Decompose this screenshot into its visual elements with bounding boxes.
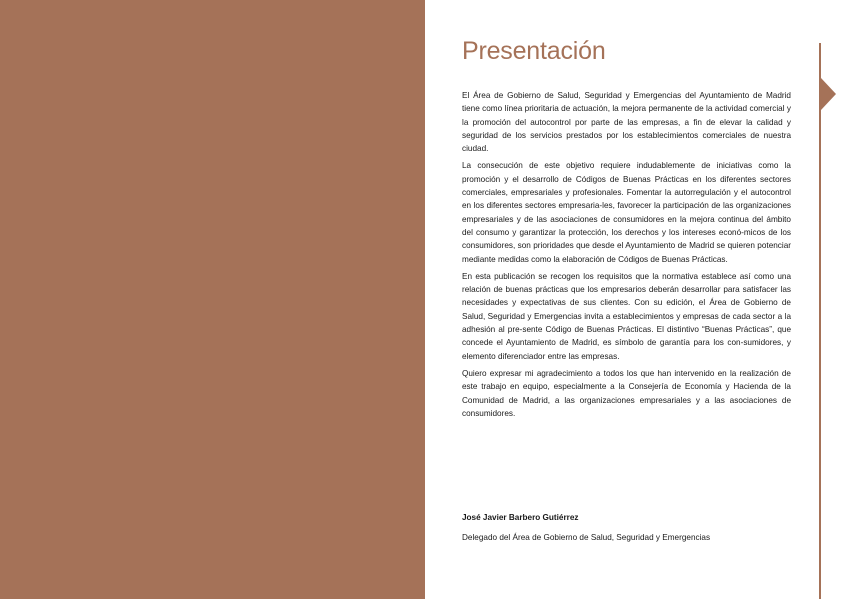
paragraph: Quiero expresar mi agradecimiento a todos los que han intervenido en la realización de este trabajo en equipo, especialmente a la Consejería de Economía y Hacienda de la Comunidad de Madrid, a las organizaciones empresariales y a las asociaciones de consumidores. xyxy=(462,368,791,418)
arrow-tab-icon xyxy=(821,78,836,110)
paragraph: La consecución de este objetivo requiere indudablemente de iniciativas como la promoción y el desarrollo de Códigos de Buenas Prácticas en los diferentes sectores comerciales, empresariales y profesionales. Fomentar la autorregulación y el autocontrol en los diferentes sectores empresaria-les, favorecer la participación de las organizaciones empresariales y de las asociaciones de consumidores en la mejora continua del ámbito del consumo y garantizar la protección, los derechos y los intereses econó-micos de los consumidores, son prioridades que desde el Ayuntamiento de Madrid se quieren potenciar mediante medidas como la elaboración de Códigos de Buenas Prácticas. xyxy=(462,161,791,264)
page-title: Presentación xyxy=(462,37,606,65)
vertical-rule xyxy=(819,43,821,599)
paragraph: El Área de Gobierno de Salud, Seguridad y Emergencias del Ayuntamiento de Madrid tiene como línea prioritaria de actuación, la mejora permanente de la actividad comercial y la promoción del autocontrol por parte de las empresas, a fin de elevar la calidad y seguridad de los servicios prestados por los establecimientos comerciales de nuestra ciudad. xyxy=(462,91,791,154)
document-page xyxy=(425,0,848,599)
signature-role: Delegado del Área de Gobierno de Salud, Seguridad y Emergencias xyxy=(462,533,711,542)
body-text xyxy=(462,89,791,424)
signature-name: José Javier Barbero Gutiérrez xyxy=(462,513,579,522)
paragraph: En esta publicación se recogen los requisitos que la normativa establece así como una relación de buenas prácticas que los empresarios deberán desarrollar para satisfacer las necesidades y expectativas de sus clientes. Con su edición, el Área de Gobierno de Salud, Seguridad y Emergencias invita a establecimientos y empresas de cada sector a la adhesión al pre-sente Código de Buenas Prácticas. El distintivo “Buenas Prácticas”, que concede el Ayuntamiento de Madrid, es símbolo de garantía para los con-sumidores, y elemento diferenciador entre las empresas. xyxy=(462,271,791,361)
